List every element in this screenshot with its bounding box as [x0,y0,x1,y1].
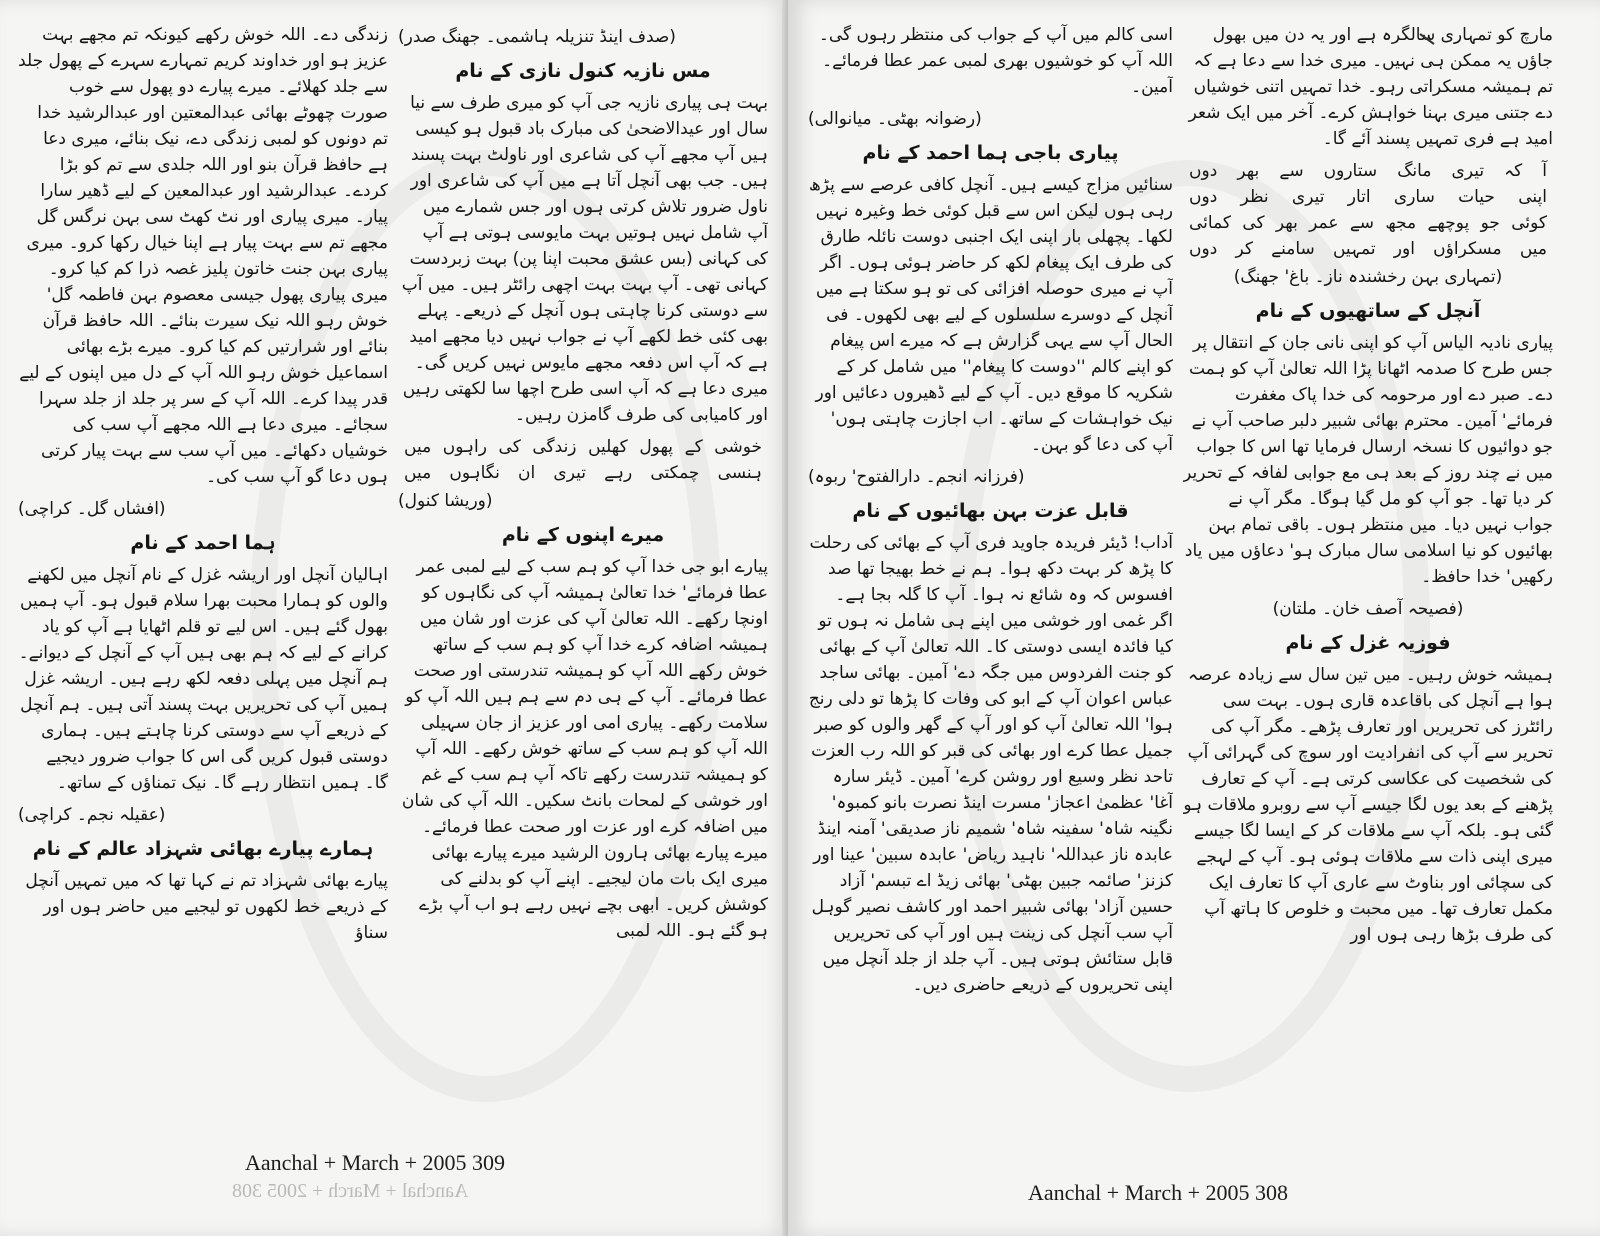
section-heading: میرے اپنوں کے نام [501,524,665,546]
letter-paragraph: اہالیان آنچل اور اریشہ غزل کے نام آنچل میں لکھنے والوں کو ہمارا محبت بھرا سلام قبول ہو۔ آپ ہمیں بھول گئے ہیں۔ اس لیے تو قلم اٹھایا ہے آپ کو یاد کرانے کے لیے کہ ہم بھی ہیں آپ کے آنچل کے دیوانے۔ ہم آنچل میں پہلی دفعہ لکھ رہے ہیں۔ اریشہ غزل ہمیں آپ کی تحریریں بہت پسند آتی ہیں۔ ہم آنچل کے ذریعے آپ سے دوستی کرنا چاہتے ہیں۔ ہماری دوستی قبول کریں گی اس کا جواب ضرور دیجیے گا۔ ہمیں انتظار رہے گا۔ نیک تمناؤں کے ساتھ۔ [18,565,388,793]
section-heading: ہمارے پیارے بھائی شہزاد عالم کے نام [32,838,374,860]
letter-paragraph: پیاری نادیہ الیاس آپ کو اپنی نانی جان کے انتقال پر جس طرح کا صدمہ اٹھانا پڑا اللہ تعالیٰ آپ کو ہمت دے۔ صبر دے اور مرحومہ کی خدا پاک مغفرت فرمائے' آمین۔ محترم بھائی شبیر دلبر صاحب آپ نے جو دوائیوں کا نسخہ ارسال فرمایا تھا اس کا جواب میں نے چند روز کے بعد ہی مع جوابی لفافہ کے تحریر کر دیا تھا۔ جو آپ کو مل گیا ہوگا۔ مگر آپ نے جواب نہیں دیا۔ میں منتظر ہوں۔ باقی تمام بہن بھائیوں کو نیا اسلامی سال مبارک ہو' دعاؤں میں یاد رکھیں' خدا حافظ۔ [1183,333,1553,587]
section-heading: قابل عزت بہن بھائیوں کے نام [852,500,1129,522]
letter-signature: (صدف اینڈ تنزیلہ ہاشمی۔ جھنگ صدر) [398,27,676,47]
poem-verse: میں مسکراؤں اور تمہیں سامنے کر دوں [1189,239,1547,259]
poem-verse: کوئی جو پوچھے مجھ سے عمر بھر کی کمائی [1189,213,1547,233]
letter-paragraph: اسی کالم میں آپ کے جواب کی منتظر رہوں گی۔ اللہ آپ کو خوشیوں بھری لمبی عمر عطا فرمائے۔ آمین۔ [818,25,1173,97]
letter-paragraph: آداب! ڈیئر فریدہ جاوید فری آپ کے بھائی کی رحلت کا پڑھ کر بہت دکھ ہوا۔ ہم نے خط بھیجا تھا صد افسوس کہ وہ شائع نہ ہوا۔ آپ کا گلہ بجا ہے۔ اگر غمی اور خوشی میں اپنے ہی شامل نہ ہوں تو کیا فائدہ ایسی دوستی کا۔ اللہ تعالیٰ آپ کے بھائی کو جنت الفردوس میں جگہ دے' آمین۔ بھائی ساجد عباس اعوان آپ کے ابو کی وفات کا پڑھا تو دلی رنج ہوا' اللہ تعالیٰ آپ کو اور آپ کے گھر والوں کو صبر جمیل عطا کرے اور بھائی کی قبر کو اللہ رب العزت تاحد نظر وسیع اور روشن کرے' آمین۔ ڈیئر سارہ آغا' عظمیٰ اعجاز' مسرت اینڈ نصرت بانو کمبوہ' نگینہ شاہ' سفینہ شاہ' شمیم ناز صدیقی' آمنہ اینڈ عابدہ ناز عبداللہ' ناہید ریاض' عابدہ سبین' عینا اور کزنز' صائمہ جبین بھٹی' بھائی زیڈ اے تبسم' آزاد حسین آزاد' بھائی شبیر احمد اور کاشف نصیر گوہل آپ سب آنچل کی زینت ہیں اور آپ کی تحریریں قابل ستائش ہوتی ہیں۔ آپ جلد از جلد آنچل میں اپنی تحریروں کے ذریعے حاضری دیں۔ [808,533,1173,995]
letter-paragraph: بہت ہی پیاری نازیہ جی آپ کو میری طرف سے نیا سال اور عیدالاضحیٰ کی مبارک باد قبول ہو کیسی ہیں آپ مجھے آپ کی شاعری اور ناولٹ بہت پسند ہیں۔ جب بھی آنچل آتا ہے میں آپ کی شاعری اور ناول ضرور تلاش کرتی ہوں اور جس شمارے میں آپ شامل نہیں ہوتیں بہت مایوسی ہوتی ہے آپ کی کہانی (بس عشق محبت اپنا پن) بہت زبردست کہانی تھی۔ آپ بہت بہت اچھی رائٹر ہیں۔ میں آپ سے دوستی کرنا چاہتی ہوں آنچل کے ذریعے۔ پہلے بھی کئی خط لکھے آپ نے جواب نہیں دیا مجھے امید ہے کہ آپ اس دفعہ مجھے مایوس نہیں کریں گی۔ میری دعا ہے کہ آپ اسی طرح اچھا سا لکھتی رہیں اور کامیابی کی طرف گامزن رہیں۔ [401,93,768,425]
poem-verse: خوشی کے پھول کھلیں زندگی کی راہوں میں [404,437,762,457]
page-footer-309: Aanchal + March + 2005 309 [245,1150,506,1175]
letter-signature: (عقیلہ نجم۔ کراچی) [18,805,166,825]
letter-signature: (رضوانہ بھٹی۔ میانوالی) [808,109,982,129]
letter-paragraph: سنائیں مزاج کیسے ہیں۔ آنچل کافی عرصے سے پڑھ رہی ہوں لیکن اس سے قبل کوئی خط وغیرہ نہیں لکھا۔ پچھلی بار اپنی ایک اجنبی دوست نائلہ طارق کی طرف ایک پیغام لکھ کر حاضر ہوئی ہوں۔ اگر آپ نے میری حوصلہ افزائی کی تو ہو سکتا ہے میں آنچل کے دوسرے سلسلوں کے لیے بھی لکھوں۔ فی الحال آپ سے یہی گزارش ہے کہ میرے اس پیغام کو اپنے کالم ''دوست کا پیغام'' میں شامل کر کے شکریہ کا موقع دیں۔ آپ کے لیے ڈھیروں دعائیں اور نیک خواہشات کے ساتھ۔ اب اجازت چاہتی ہوں' آپ کی دعا گو بہن۔ [808,175,1173,455]
poem-verse: اپنی حیات ساری اتار تیری نظر دوں [1189,187,1547,207]
section-heading: آنچل کے ساتھیوں کے نام [1255,300,1481,322]
letter-paragraph: زندگی دے۔ اللہ خوش رکھے کیونکہ تم مجھے بہت عزیز ہو اور خداوند کریم تمہارے سہرے کے پھول جلد سے جلد کھلائے۔ میرے پیارے دو پھول سے خوب صورت چھوٹے بھائی عبدالمعتین اور عبدالرشید خدا تم دونوں کو لمبی زندگی دے، نیک بنائے، میری دعا ہے حافظ قرآن بنو اور اللہ جلدی سے تم کو بڑا کردے۔ عبدالرشید اور عبدالمعین کے لیے ڈھیر سارا پیار۔ میری پیاری اور نٹ کھٹ سی بہن نرگس گل مجھے تم سے بہت پیار ہے اپنا خیال رکھا کرو۔ میری پیاری بہن جنت خاتون پلیز غصہ ذرا کم کیا کرو۔ میری پیاری پھول جیسی معصوم بہن فاطمہ گل' خوش رہو اللہ نیک سیرت بنائے۔ اللہ حافظ قرآن بنائے اور شرارتیں کم کیا کرو۔ میرے بڑے بھائی اسماعیل خوش رہو اللہ آپ کے دل میں اپنوں کے لیے قدر پیدا کرے۔ اللہ آپ کے سر پر جلد از جلد سہرا سجائے۔ میری دعا ہے اللہ مجھے آپ سب کی خوشیاں دکھائے۔ میں آپ سب سے بہت پیار کرتی ہوں دعا گو آپ سب کی۔ [18,25,388,487]
section-heading: پیاری باجی ہما احمد کے نام [862,142,1119,164]
poem-verse: ہنسی چمکتی رہے تیری ان نگاہوں میں [404,463,762,483]
poem-verse: آ کہ تیری مانگ ستاروں سے بھر دوں [1189,161,1547,181]
bleed-through-footer: Aanchal + March + 2005 308 [232,1180,469,1202]
letter-signature: (تمہاری بہن رخشندہ ناز۔ باغ' جھنگ) [1233,267,1503,287]
left-page-column-right [398,22,768,1140]
letter-paragraph: پیارے بھائی شہزاد تم نے کہا تھا کہ میں تمہیں آنچل کے ذریعے خط لکھوں تو لیجیے میں حاضر ہوں اور سناؤ [25,871,388,943]
letter-paragraph: ہمیشہ خوش رہیں۔ میں تین سال سے زیادہ عرصہ ہوا ہے آنچل کی باقاعدہ قاری ہوں۔ بہت سی رائٹرز کی تحریریں اور تعارف پڑھے۔ مگر آپ کی تحریر سے آپ کی انفرادیت اور سوچ کی گہرائی آپ کی شخصیت کی عکاسی کرتی ہے۔ آپ کے تعارف پڑھنے کے بعد یوں لگا جیسے آپ سے روبرو ملاقات ہو گئی ہو۔ بلکہ آپ سے ملاقات کر کے ایسا لگا جیسے میری اپنی ذات سے ملاقات ہوئی ہو۔ آپ کے لہجے کی سچائی اور بناوٹ سے عاری آپ کا تعارف ایک مکمل تعارف تھا۔ میں محبت و خلوص کا ہاتھ آپ کی طرف بڑھا رہی ہوں اور [1183,665,1553,945]
page-footer-308: Aanchal + March + 2005 308 [1028,1180,1289,1205]
letter-paragraph: مارچ کو تمہاری سالگرہ ہے اور یہ دن میں بھول جاؤں یہ ممکن ہی نہیں۔ میری خدا سے دعا ہے کہ تم ہمیشہ مسکراتی رہو۔ خدا تمہیں اتنی خوشیاں دے جتنی میری بہنا خواہش کرے۔ آخر میں ایک شعر امید ہے فری تمہیں پسند آئے گا۔ [1188,25,1553,149]
right-page-column-right [1183,22,1553,1140]
letter-signature: (افشاں گل۔ کراچی) [18,499,166,519]
right-page-column-left [808,22,1173,1140]
letter-signature: (فرزانہ انجم۔ دارالفتوح' ربوہ) [808,467,1025,487]
right-page [788,0,1600,1236]
letter-paragraph: پیارے ابو جی خدا آپ کو ہم سب کے لیے لمبی عمر عطا فرمائے' خدا تعالیٰ ہمیشہ آپ کی نگاہوں کو اونچا رکھے۔ اللہ تعالیٰ آپ کی عزت اور شان میں ہمیشہ اضافہ کرے خدا آپ کو ہم سب کے ساتھ خوش رکھے اللہ آپ کو ہمیشہ تندرستی اور صحت عطا فرمائے۔ آپ کے ہی دم سے ہم ہیں اللہ آپ کو سلامت رکھے۔ پیاری امی اور عزیز از جان سہیلی اللہ آپ کو ہم سب کے ساتھ خوش رکھے۔ اللہ آپ کو ہمیشہ تندرست رکھے تاکہ آپ ہم سب کے غم اور خوشی کے لمحات بانٹ سکیں۔ اللہ آپ کی شان میں اضافہ کرے اور عزت اور صحت عطا فرمائے۔ میرے پیارے بھائی ہارون الرشید میرے پیارے بھائی میری ایک بات مان لیجیے۔ اپنے آپ کو بدلنے کی کوشش کریں۔ ابھی بچے نہیں رہے ہو اب آپ بڑے ہو گئے ہو۔ اللہ لمبی [401,557,768,941]
letter-signature: (وریشا کنول) [398,491,493,511]
section-heading: مس نازیہ کنول نازی کے نام [455,60,711,82]
section-heading: فوزیہ غزل کے نام [1285,632,1451,654]
left-page [0,0,788,1236]
letter-signature: (فصیحہ آصف خان۔ ملتان) [1272,599,1464,619]
left-page-column-left [18,22,388,1140]
section-heading: ہما احمد کے نام [130,532,276,554]
